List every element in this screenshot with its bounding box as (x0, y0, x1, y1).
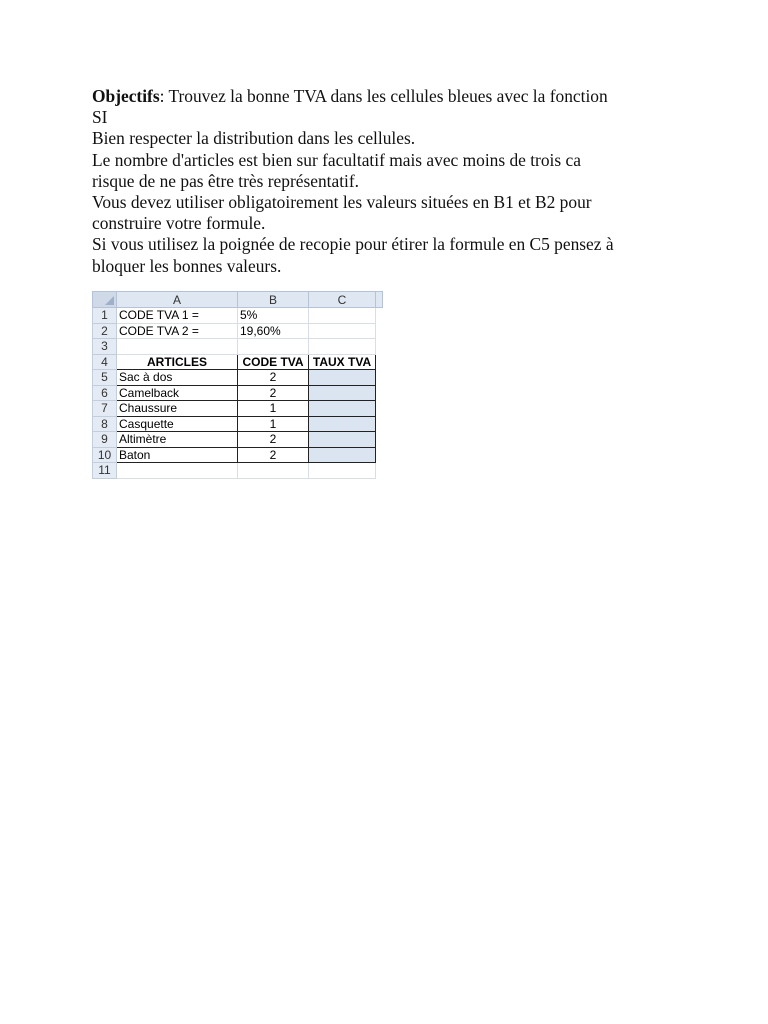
cell-d7 (376, 401, 383, 417)
cell-c1[interactable] (309, 308, 376, 324)
taux-tva-input-cell[interactable] (309, 370, 376, 386)
spreadsheet-screenshot (92, 291, 382, 478)
code-tva-cell[interactable]: 2 (238, 370, 309, 386)
sheet-row-2 (93, 323, 383, 339)
sheet-row-4 (93, 354, 383, 370)
cell-d10 (376, 447, 383, 463)
article-cell[interactable]: Baton (117, 447, 238, 463)
column-header-row (93, 292, 383, 308)
cell-d9 (376, 432, 383, 448)
sheet-row-10 (93, 447, 383, 463)
cell-d11 (376, 463, 383, 479)
row-header-2[interactable]: 2 (93, 323, 117, 339)
article-cell[interactable]: Camelback (117, 385, 238, 401)
code-tva-cell[interactable]: 2 (238, 447, 309, 463)
instruction-line-1-text: : Trouvez la bonne TVA dans les cellules bleues avec la fonction (159, 86, 608, 106)
cell-a2[interactable]: CODE TVA 2 = (117, 323, 238, 339)
cell-c2[interactable] (309, 323, 376, 339)
instruction-line-6: Vous devez utiliser obligatoirement les valeurs situées en B1 et B2 pour (92, 192, 592, 213)
sheet-row-1 (93, 308, 383, 324)
row-header-8[interactable]: 8 (93, 416, 117, 432)
row-header-9[interactable]: 9 (93, 432, 117, 448)
code-tva-cell[interactable]: 2 (238, 432, 309, 448)
cell-c11[interactable] (309, 463, 376, 479)
sheet-row-7 (93, 401, 383, 417)
row-header-7[interactable]: 7 (93, 401, 117, 417)
instruction-line-5: risque de ne pas être très représentatif. (92, 170, 360, 191)
row-header-10[interactable]: 10 (93, 447, 117, 463)
article-cell[interactable]: Sac à dos (117, 370, 238, 386)
sheet-row-11 (93, 463, 383, 479)
instruction-line-7: construire votre formule. (92, 213, 266, 234)
instruction-line-8: Si vous utilisez la poignée de recopie pour étirer la formule en C5 pensez à (92, 234, 614, 255)
cell-d5 (376, 370, 383, 386)
select-all-corner[interactable] (93, 292, 117, 308)
column-header-c[interactable]: C (309, 292, 376, 308)
article-cell[interactable]: Altimètre (117, 432, 238, 448)
cell-d6 (376, 385, 383, 401)
taux-tva-input-cell[interactable] (309, 447, 376, 463)
row-header-3[interactable]: 3 (93, 339, 117, 355)
sheet-row-6 (93, 385, 383, 401)
row-header-1[interactable]: 1 (93, 308, 117, 324)
cell-b1[interactable]: 5% (238, 308, 309, 324)
row-header-4[interactable]: 4 (93, 354, 117, 370)
objectives-heading: Objectifs (92, 86, 160, 106)
cell-d2 (376, 323, 383, 339)
taux-tva-input-cell[interactable] (309, 416, 376, 432)
sheet-row-3 (93, 339, 383, 355)
article-cell[interactable]: Chaussure (117, 401, 238, 417)
select-all-triangle-icon (105, 296, 114, 305)
header-code-tva[interactable]: CODE TVA (238, 354, 309, 370)
taux-tva-input-cell[interactable] (309, 385, 376, 401)
sheet-row-8 (93, 416, 383, 432)
taux-tva-input-cell[interactable] (309, 401, 376, 417)
instruction-line-3: Bien respecter la distribution dans les cellules. (92, 128, 416, 149)
cell-d4 (376, 354, 383, 370)
cell-c3[interactable] (309, 339, 376, 355)
taux-tva-input-cell[interactable] (309, 432, 376, 448)
code-tva-cell[interactable]: 1 (238, 401, 309, 417)
header-taux-tva[interactable]: TAUX TVA (309, 354, 376, 370)
spreadsheet-table (92, 291, 383, 479)
code-tva-cell[interactable]: 1 (238, 416, 309, 432)
row-header-6[interactable]: 6 (93, 385, 117, 401)
instructions-text (92, 86, 692, 277)
column-header-d-partial[interactable] (376, 292, 383, 308)
cell-b11[interactable] (238, 463, 309, 479)
instruction-line-2: SI (92, 107, 108, 128)
cell-b2[interactable]: 19,60% (238, 323, 309, 339)
cell-b3[interactable] (238, 339, 309, 355)
article-cell[interactable]: Casquette (117, 416, 238, 432)
instruction-line-1 (92, 86, 692, 107)
header-articles[interactable]: ARTICLES (117, 354, 238, 370)
cell-a11[interactable] (117, 463, 238, 479)
cell-d1 (376, 308, 383, 324)
row-header-11[interactable]: 11 (93, 463, 117, 479)
sheet-row-9 (93, 432, 383, 448)
sheet-row-5 (93, 370, 383, 386)
cell-a1[interactable]: CODE TVA 1 = (117, 308, 238, 324)
instruction-line-4: Le nombre d'articles est bien sur facultatif mais avec moins de trois ca (92, 149, 581, 170)
code-tva-cell[interactable]: 2 (238, 385, 309, 401)
column-header-a[interactable]: A (117, 292, 238, 308)
row-header-5[interactable]: 5 (93, 370, 117, 386)
cell-a3[interactable] (117, 339, 238, 355)
cell-d3 (376, 339, 383, 355)
cell-d8 (376, 416, 383, 432)
column-header-b[interactable]: B (238, 292, 309, 308)
instruction-line-9: bloquer les bonnes valeurs. (92, 255, 282, 276)
